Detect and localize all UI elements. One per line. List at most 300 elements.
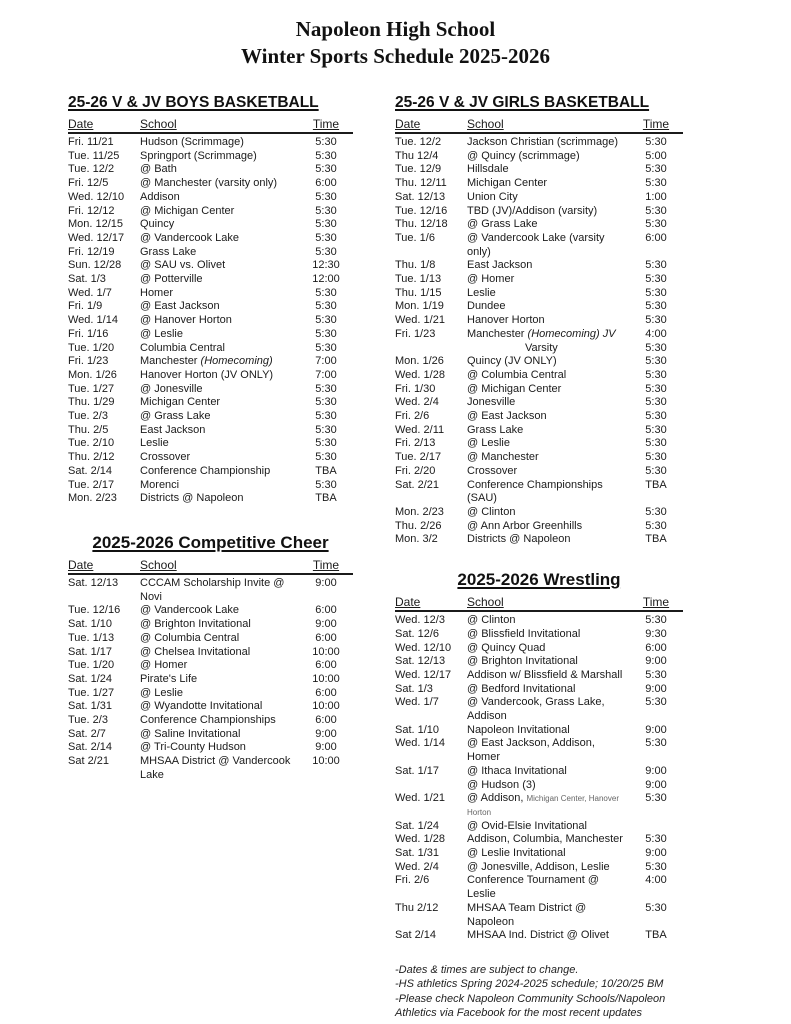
game-opponent: Pirate's Life (140, 672, 198, 685)
game-date: Wed. 2/4 (395, 396, 439, 409)
game-opponent: Leslie (140, 437, 169, 450)
document-title (0, 16, 791, 70)
table-row (68, 136, 353, 150)
game-time: 10:00 (312, 700, 340, 713)
game-time: 12:30 (312, 259, 340, 272)
table-row (68, 577, 353, 604)
table-row (395, 628, 683, 642)
game-date: Tue. 2/17 (68, 478, 115, 491)
game-time: 5:30 (315, 410, 337, 423)
table-row (395, 177, 683, 191)
table-row (395, 383, 683, 397)
game-time: 5:30 (645, 696, 667, 709)
column-header-date: Date (68, 117, 94, 131)
game-time: 5:30 (315, 245, 337, 258)
game-time: 5:30 (645, 273, 667, 286)
game-opponent: @ Bath (140, 163, 177, 176)
game-date: Tue. 1/6 (395, 231, 435, 244)
game-opponent: Crossover (140, 451, 191, 464)
game-time: 5:30 (645, 136, 667, 148)
table-row (395, 273, 683, 287)
game-opponent: Grass Lake (140, 245, 197, 258)
game-date: Tue. 1/20 (68, 341, 115, 354)
table-row (395, 218, 683, 232)
table-row (395, 506, 683, 520)
game-time: 5:30 (645, 286, 667, 299)
game-date: Mon. 12/15 (68, 218, 124, 231)
table-row (68, 410, 353, 424)
game-opponent: Crossover (467, 464, 518, 477)
table-row (395, 737, 683, 764)
game-date: Wed. 1/7 (68, 286, 112, 299)
game-date: Tue. 12/2 (68, 163, 115, 176)
game-date: Sat. 2/14 (68, 741, 113, 754)
game-time: 5:30 (645, 314, 667, 327)
game-date: Fri. 11/21 (68, 136, 114, 148)
game-opponent: Homer (140, 286, 174, 299)
game-opponent: @ Clinton (467, 505, 516, 518)
game-time: 9:00 (645, 764, 667, 777)
table-row (68, 177, 353, 191)
note-line: -Dates & times are subject to change. (395, 963, 579, 976)
game-date: Thu 12/4 (395, 149, 439, 162)
game-time: 5:30 (645, 668, 667, 681)
schedule-columns (68, 94, 791, 1021)
game-opponent: @ East Jackson, Addison, Homer (467, 737, 595, 764)
game-time: 9:00 (645, 723, 667, 736)
game-time: 12:00 (312, 273, 340, 286)
game-time: 1:00 (645, 190, 667, 203)
table-row (68, 232, 353, 246)
game-opponent: @ Bedford Invitational (467, 682, 576, 695)
game-opponent: MHSAA Ind. District @ Olivet (467, 929, 609, 942)
game-time: TBA (315, 492, 337, 505)
table-row (395, 150, 683, 164)
table-header-row (68, 117, 353, 134)
game-date: Tue. 12/16 (395, 204, 448, 217)
game-date: Tue. 12/16 (68, 604, 121, 617)
game-date: Sat. 1/31 (68, 700, 113, 713)
game-time: 6:00 (315, 659, 337, 672)
table-row (395, 465, 683, 479)
table-row (395, 342, 683, 356)
game-opponent: East Jackson (467, 259, 533, 272)
game-time: 9:00 (645, 778, 667, 791)
table-row (68, 300, 353, 314)
game-time: 5:30 (645, 396, 667, 409)
table-row (395, 396, 683, 410)
table-row (68, 479, 353, 493)
game-date: Fri. 2/13 (395, 437, 436, 450)
table-row (68, 396, 353, 410)
game-opponent: @ Chelsea Invitational (140, 645, 251, 658)
game-time: 9:30 (645, 627, 667, 640)
game-time: 5:30 (645, 259, 667, 272)
game-opponent: @ East Jackson (140, 300, 220, 313)
table-header-row (395, 117, 683, 134)
game-time: 5:30 (315, 136, 337, 148)
game-date: Tue. 1/13 (395, 273, 442, 286)
right-column (395, 94, 683, 1021)
column-header-date: Date (395, 595, 421, 610)
table-row (395, 163, 683, 177)
game-opponent: Conference Championships (140, 714, 276, 727)
game-time: 5:30 (645, 437, 667, 450)
table-row (68, 287, 353, 301)
table-row (395, 424, 683, 438)
table-row (68, 741, 353, 755)
game-time: 6:00 (315, 177, 337, 190)
table-row (68, 659, 353, 673)
game-opponent: @ Leslie (140, 327, 183, 340)
game-time: 5:30 (645, 177, 667, 190)
section-title-boys-basketball: 25-26 V & JV BOYS BASKETBALL (68, 94, 319, 111)
game-opponent: Hudson (Scrimmage) (140, 136, 244, 148)
game-date: Fri. 2/6 (395, 874, 430, 887)
game-opponent: @ SAU vs. Olivet (140, 259, 226, 272)
game-time: 9:00 (645, 847, 667, 860)
game-date: Thu 2/12 (395, 901, 439, 914)
game-date: Mon. 1/19 (395, 300, 444, 313)
column-header-date: Date (395, 117, 421, 131)
game-time: 5:30 (315, 190, 337, 203)
game-opponent: @ Tri-County Hudson (140, 741, 246, 754)
game-time: 5:30 (315, 163, 337, 176)
game-date: Mon. 1/26 (395, 355, 444, 368)
game-time: 5:30 (645, 204, 667, 217)
game-opponent: Manchester (Homecoming) (140, 355, 273, 368)
game-opponent: @ Leslie (467, 437, 510, 450)
table-row (68, 163, 353, 177)
game-time: 5:30 (315, 314, 337, 327)
game-opponent: @ Ann Arbor Greenhills (467, 519, 583, 532)
game-opponent: Grass Lake (467, 423, 524, 436)
game-date: Fri. 12/19 (68, 245, 115, 258)
game-opponent: @ Hanover Horton (140, 314, 232, 327)
game-date: Wed. 12/10 (68, 190, 125, 203)
game-opponent: Varsity (525, 341, 558, 354)
table-row (68, 451, 353, 465)
table-row (68, 205, 353, 219)
game-time: 5:30 (315, 149, 337, 162)
game-opponent: @ Jonesville, Addison, Leslie (467, 860, 610, 873)
table-header-row (68, 558, 353, 575)
game-time: 5:30 (315, 327, 337, 340)
game-opponent: @ Vandercook Lake (140, 604, 240, 617)
game-time: 5:30 (645, 163, 667, 176)
table-row (395, 437, 683, 451)
game-opponent: MHSAA District @ Vandercook Lake (140, 755, 291, 781)
game-opponent: Hanover Horton (JV ONLY) (140, 368, 274, 381)
table-row (395, 300, 683, 314)
game-date: Tue. 2/17 (395, 451, 442, 464)
table-row (395, 642, 683, 656)
game-opponent: @ Addison, Michigan Center, Hanover Horton (467, 792, 619, 817)
table-row (68, 700, 353, 714)
game-opponent: Addison (140, 190, 180, 203)
game-time (629, 820, 683, 834)
game-date: Tue. 11/25 (68, 149, 120, 162)
game-date: Sat 2/21 (68, 755, 109, 768)
table-row (68, 492, 353, 506)
boys-basketball-table (68, 136, 353, 506)
game-time: 5:30 (645, 355, 667, 368)
game-date: Tue. 12/9 (395, 163, 442, 176)
game-opponent: Michigan Center (140, 396, 221, 409)
section-boys-basketball (68, 94, 353, 506)
game-opponent: Hillsdale (467, 163, 509, 176)
table-row (395, 520, 683, 534)
table-row (395, 861, 683, 875)
game-time: 5:30 (315, 300, 337, 313)
table-row (68, 728, 353, 742)
game-time: 5:30 (645, 792, 667, 805)
game-time: 9:00 (315, 727, 337, 740)
game-opponent: @ Manchester (varsity only) (140, 177, 278, 190)
wrestling-table (395, 614, 683, 943)
game-date: Tue. 2/3 (68, 714, 108, 727)
game-date: Tue. 1/27 (68, 382, 115, 395)
game-time: 5:30 (645, 505, 667, 518)
game-time: 5:30 (645, 423, 667, 436)
game-time: TBA (645, 533, 667, 546)
table-row (68, 369, 353, 383)
game-time: 9:00 (315, 618, 337, 631)
game-date: Thu. 1/8 (395, 259, 436, 272)
game-time: 5:30 (315, 286, 337, 299)
game-opponent: Jonesville (467, 396, 516, 409)
table-row (68, 218, 353, 232)
game-opponent: @ Brighton Invitational (467, 655, 578, 668)
game-date: Thu. 2/5 (68, 423, 109, 436)
game-time: 5:30 (315, 341, 337, 354)
table-row (395, 724, 683, 738)
game-time: 6:00 (645, 641, 667, 654)
game-opponent: @ Quincy (scrimmage) (467, 149, 580, 162)
game-date: Thu. 1/29 (68, 396, 115, 409)
game-date: Wed. 1/21 (395, 314, 445, 327)
table-row (68, 314, 353, 328)
table-row (395, 259, 683, 273)
game-opponent: @ Michigan Center (467, 382, 562, 395)
table-row (395, 792, 683, 819)
section-girls-basketball (395, 94, 683, 547)
table-row (395, 779, 683, 793)
game-opponent: Districts @ Napoleon (467, 533, 571, 546)
game-time: 5:30 (315, 478, 337, 491)
game-date: Tue. 1/27 (68, 686, 115, 699)
game-opponent: Addison, Columbia, Manchester (467, 833, 623, 846)
game-date: Fri. 1/16 (68, 327, 109, 340)
game-opponent: Michigan Center (467, 177, 548, 190)
table-row (395, 314, 683, 328)
game-date (395, 342, 467, 356)
game-time: 5:30 (645, 860, 667, 873)
game-date: Fri. 2/6 (395, 410, 430, 423)
section-title-wrestling: 2025-2026 Wrestling (457, 570, 621, 590)
game-opponent: @ Grass Lake (467, 218, 538, 231)
left-column (68, 94, 353, 1021)
table-header-row (395, 595, 683, 612)
game-date: Sat. 12/13 (395, 655, 446, 668)
game-date: Thu. 1/15 (395, 286, 442, 299)
section-competitive-cheer (68, 533, 353, 783)
table-row (395, 847, 683, 861)
game-opponent: @ East Jackson (467, 410, 547, 423)
game-date: Thu. 2/26 (395, 519, 442, 532)
game-date: Tue. 12/2 (395, 136, 442, 148)
game-opponent: Addison w/ Blissfield & Marshall (467, 668, 623, 681)
school-name: Napoleon High School (295, 17, 496, 41)
document-subtitle: Winter Sports Schedule 2025-2026 (241, 44, 550, 68)
game-date: Wed. 12/17 (395, 668, 452, 681)
game-date: Mon. 2/23 (68, 492, 117, 505)
game-time: 5:30 (645, 833, 667, 846)
game-opponent: @ Clinton (467, 614, 516, 627)
game-opponent: CCCAM Scholarship Invite @ Novi (140, 576, 285, 603)
note-line: -Please check Napoleon Community Schools/Napoleon Athletics via Facebook for the most recent updates (395, 992, 666, 1020)
column-header-date: Date (68, 557, 94, 572)
game-time: TBA (645, 478, 667, 491)
game-date: Mon. 1/26 (68, 368, 117, 381)
game-time: 10:00 (312, 755, 340, 768)
game-time: 5:30 (645, 410, 667, 423)
table-row (395, 287, 683, 301)
table-row (68, 437, 353, 451)
table-row (395, 655, 683, 669)
table-row (395, 669, 683, 683)
game-opponent: Leslie (467, 286, 496, 299)
game-opponent: @ Wyandotte Invitational (140, 700, 263, 713)
game-date: Sat. 1/10 (395, 723, 440, 736)
table-row (68, 618, 353, 632)
game-date: Tue. 1/13 (68, 631, 115, 644)
game-time: 5:30 (645, 300, 667, 313)
game-date: Sat. 1/31 (395, 847, 440, 860)
table-row (395, 765, 683, 779)
game-date: Wed. 1/7 (395, 696, 439, 709)
game-date: Wed. 12/10 (395, 641, 452, 654)
game-date: Fri. 12/12 (68, 204, 115, 217)
game-time: 6:00 (315, 686, 337, 699)
game-opponent: @ Vandercook, Grass Lake, Addison (467, 696, 605, 723)
section-title-girls-basketball: 25-26 V & JV GIRLS BASKETBALL (395, 94, 650, 111)
game-time: 9:00 (315, 741, 337, 754)
game-opponent: Quincy (JV ONLY) (467, 355, 557, 368)
game-opponent: Hanover Horton (467, 314, 545, 327)
table-row (68, 465, 353, 479)
game-opponent: Quincy (140, 218, 175, 231)
table-row (395, 355, 683, 369)
column-header-school: School (467, 595, 504, 610)
game-date: Tue. 2/3 (68, 410, 108, 423)
game-opponent: @ Blissfield Invitational (467, 627, 581, 640)
table-row (68, 383, 353, 397)
section-title-competitive-cheer: 2025-2026 Competitive Cheer (92, 532, 329, 552)
game-time: 5:30 (645, 614, 667, 627)
table-row (395, 328, 683, 342)
game-time: 10:00 (312, 672, 340, 685)
game-date: Wed. 1/28 (395, 368, 445, 381)
table-row (395, 191, 683, 205)
footer-notes (395, 963, 697, 1021)
game-date: Wed. 12/17 (68, 231, 125, 244)
game-date: Sat. 1/3 (395, 682, 433, 695)
table-row (68, 259, 353, 273)
game-time: 5:30 (645, 737, 667, 750)
game-date: Sat. 1/17 (395, 764, 440, 777)
column-header-school: School (467, 117, 504, 131)
game-time: 5:30 (645, 218, 667, 231)
table-row (395, 902, 683, 929)
game-opponent: @ Vandercook Lake (140, 231, 240, 244)
game-opponent: Napoleon Invitational (467, 723, 570, 736)
column-header-school: School (140, 557, 177, 572)
game-date (395, 779, 467, 793)
game-time: TBA (645, 929, 667, 942)
game-time: 9:00 (645, 682, 667, 695)
game-opponent: @ Leslie Invitational (467, 847, 566, 860)
table-row (68, 646, 353, 660)
game-opponent: @ Manchester (467, 451, 539, 464)
table-row (68, 755, 353, 782)
game-opponent: Districts @ Napoleon (140, 492, 244, 505)
game-time: 6:00 (315, 631, 337, 644)
game-date: Sat. 1/24 (68, 672, 113, 685)
game-date: Sat. 2/7 (68, 727, 106, 740)
game-date: Sat. 12/13 (395, 190, 446, 203)
game-date: Wed. 2/11 (395, 423, 445, 436)
table-row (395, 929, 683, 943)
game-time: 5:30 (645, 464, 667, 477)
game-time: 5:30 (645, 901, 667, 914)
game-time: 9:00 (645, 655, 667, 668)
table-row (68, 604, 353, 618)
game-opponent: @ Leslie (140, 686, 183, 699)
table-row (395, 614, 683, 628)
game-date: Sun. 12/28 (68, 259, 122, 272)
game-opponent: @ Columbia Central (467, 368, 567, 381)
game-opponent: Conference Tournament @ Leslie (467, 874, 600, 901)
game-opponent: @ Jonesville (140, 382, 203, 395)
table-row (395, 410, 683, 424)
table-row (395, 683, 683, 697)
table-row (68, 191, 353, 205)
game-opponent: Dundee (467, 300, 506, 313)
game-date: Fri. 1/30 (395, 382, 436, 395)
table-row (395, 696, 683, 723)
game-date: Tue. 1/20 (68, 659, 115, 672)
game-date: Wed. 1/28 (395, 833, 445, 846)
table-row (68, 632, 353, 646)
game-date: Thu. 12/11 (395, 177, 447, 190)
game-time: 10:00 (312, 645, 340, 658)
game-opponent: @ Columbia Central (140, 631, 240, 644)
game-time: 5:30 (645, 341, 667, 354)
game-opponent: @ Homer (140, 659, 188, 672)
game-opponent: @ Michigan Center (140, 204, 235, 217)
table-row (395, 820, 683, 834)
game-time: 5:30 (315, 231, 337, 244)
game-date: Fri. 1/9 (68, 300, 103, 313)
column-header-time: Time (312, 557, 340, 572)
game-date: Sat. 1/3 (68, 273, 106, 286)
game-opponent: Jackson Christian (scrimmage) (467, 136, 618, 148)
table-row (395, 479, 683, 506)
game-date: Sat. 2/14 (68, 464, 113, 477)
game-time: 4:00 (645, 874, 667, 887)
section-wrestling (395, 570, 683, 943)
